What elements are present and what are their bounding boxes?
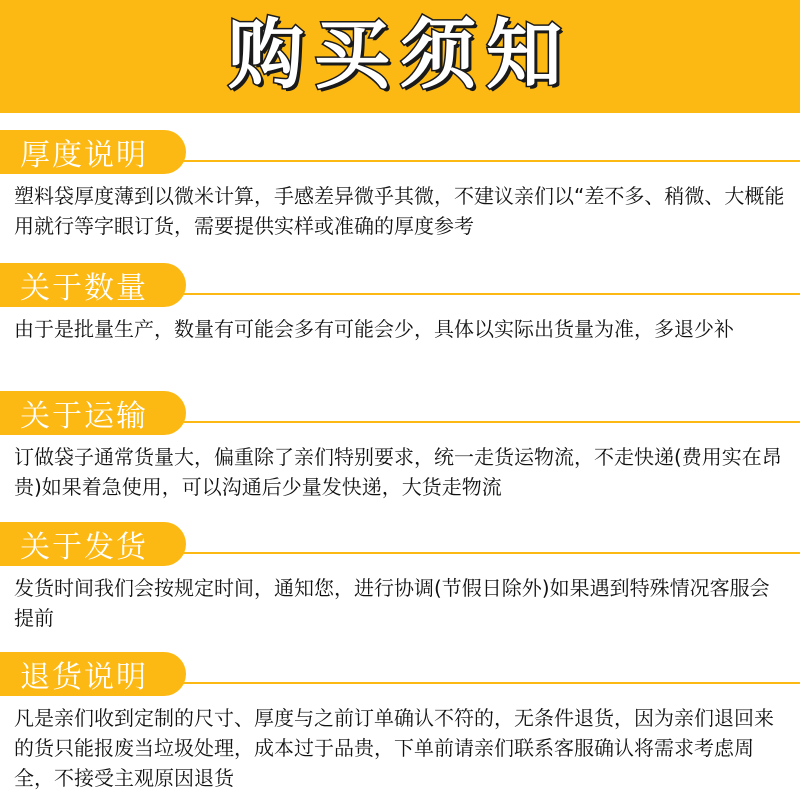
section-heading: 退货说明 [20,660,148,695]
section-header [0,522,800,566]
section-heading: 关于发货 [20,530,148,565]
title-banner [0,0,800,113]
section-body: 发货时间我们会按规定时间，通知您，进行协调(节假日除外)如果遇到特殊情况客服会提前 [14,576,770,630]
section-heading: 厚度说明 [20,138,148,173]
section-heading-pill [0,522,186,566]
section-body: 由于是批量生产，数量有可能会多有可能会少，具体以实际出货量为准，多退少补 [14,317,734,341]
section-heading-pill [0,263,186,307]
section-header [0,263,800,307]
banner-title: 购买须知 [228,9,572,99]
section-body: 塑料袋厚度薄到以微米计算，手感差异微乎其微，不建议亲们以“差不多、稍微、大概能用就行等字眼订货，需要提供实样或准确的厚度参考 [14,184,785,238]
section-header [0,391,800,435]
section-heading: 关于运输 [20,399,148,434]
section-body: 凡是亲们收到定制的尺寸、厚度与之前订单确认不符的，无条件退货，因为亲们退回来的货只能报废当垃圾处理，成本过于品贵，下单前请亲们联系客服确认将需求考虑周全，不接受主观原因退货 [14,706,774,790]
section-heading: 关于数量 [20,271,148,306]
section-body: 订做袋子通常货量大，偏重除了亲们特别要求，统一走货运物流，不走快递(费用实在昂贵)如果着急使用，可以沟通后少量发快递，大货走物流 [14,445,782,499]
section-heading-pill [0,130,186,174]
section-returns [0,652,800,793]
section-header [0,652,800,696]
section-heading-pill [0,652,186,696]
section-header [0,130,800,174]
section-heading-pill [0,391,186,435]
section-quantity [0,263,800,344]
section-delivery [0,522,800,633]
section-shipping [0,391,800,502]
section-thickness [0,130,800,241]
